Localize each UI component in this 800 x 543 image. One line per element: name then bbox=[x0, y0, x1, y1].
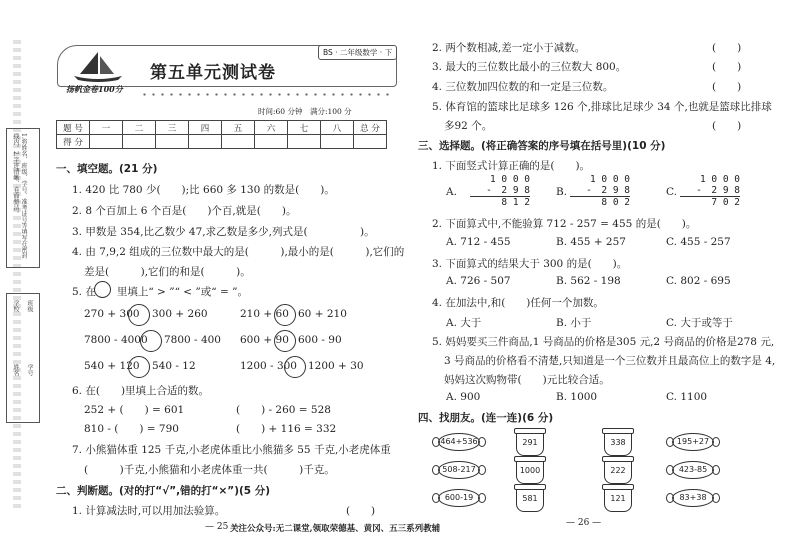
pot-number[interactable]: 121 bbox=[604, 486, 632, 512]
score-cell[interactable] bbox=[123, 135, 156, 149]
sidebar bbox=[6, 8, 40, 508]
crab-expression[interactable]: 83+38 bbox=[672, 489, 714, 507]
q1: 1. 420 比 780 少( );比 660 多 130 的数是( )。 bbox=[72, 184, 335, 196]
cmp-2a-right: 7800 - 400 bbox=[164, 334, 221, 346]
score-header-cell: 题 号 bbox=[57, 121, 90, 135]
judge-4: 4. 三位数加四位数的和一定是三位数。 bbox=[432, 81, 614, 93]
choice-4-option-b[interactable]: B. 小于 bbox=[556, 317, 592, 329]
choice-3-option-b[interactable]: B. 562 - 198 bbox=[556, 275, 621, 287]
choice-5-option-c[interactable]: C. 1100 bbox=[666, 391, 708, 403]
edition-tag: BS · 二年级数学 · 下 bbox=[318, 45, 397, 60]
choice-1: 1. 下面竖式计算正确的是( )。 bbox=[432, 160, 591, 172]
pot-number[interactable]: 222 bbox=[604, 458, 632, 484]
label-name: 姓名 bbox=[12, 364, 19, 376]
q4-line1: 4. 由 7,9,2 组成的三位数中最大的是( ),最小的是( ),它们的 bbox=[72, 246, 405, 258]
cmp-2b-right: 600 - 90 bbox=[298, 334, 342, 346]
score-header-cell: 四 bbox=[189, 121, 222, 135]
judge-5-line2: 多92 个。 bbox=[444, 120, 493, 132]
section-2-title: 二、判断题。(对的打“√”,错的打“×”)(5 分) bbox=[56, 485, 271, 497]
calc-a-top: 1 0 0 0 bbox=[489, 174, 530, 185]
score-header-row bbox=[57, 121, 387, 135]
option-a-label: A. bbox=[446, 186, 457, 198]
crab-expression[interactable]: 423-85 bbox=[672, 461, 714, 479]
calc-a-sub: - 2 9 8 bbox=[486, 185, 530, 196]
choice-2: 2. 下面算式中,不能验算 712 - 257 = 455 的是( )。 bbox=[432, 218, 697, 230]
q6-r1b: ( ) - 260 = 528 bbox=[236, 404, 331, 416]
option-b-label: B. bbox=[556, 186, 568, 198]
crab-expression[interactable]: 508-217 bbox=[438, 461, 480, 479]
choice-5-option-a[interactable]: A. 900 bbox=[446, 391, 481, 403]
time-score: 时间:60 分钟 满分:100 分 bbox=[258, 107, 352, 116]
vertical-calc-c bbox=[680, 174, 740, 208]
calc-c-top: 1 0 0 0 bbox=[699, 174, 740, 185]
choice-5-line1: 5. 妈妈要买三件商品,1 号商品的价格是305 元,2 号商品的价格是278 元, bbox=[432, 336, 775, 348]
judge-2-paren[interactable]: ( ) bbox=[712, 42, 742, 54]
score-table bbox=[56, 120, 387, 149]
cmp-2b-left: 600 + 90 bbox=[240, 334, 289, 346]
vertical-calc-b bbox=[570, 174, 630, 208]
calc-c-result: 7 0 2 bbox=[680, 196, 740, 208]
pot-number[interactable]: 1000 bbox=[516, 458, 544, 484]
score-header-cell: 总 分 bbox=[354, 121, 387, 135]
calc-b-sub: - 2 9 8 bbox=[586, 185, 630, 196]
cmp-2a-left: 7800 - 4000 bbox=[84, 334, 148, 346]
judge-5-paren[interactable]: ( ) bbox=[712, 120, 742, 132]
pot-number[interactable]: 338 bbox=[604, 430, 632, 456]
score-header-cell: 六 bbox=[255, 121, 288, 135]
choice-2-option-c[interactable]: C. 455 - 257 bbox=[666, 236, 731, 248]
q7-line2: ( )千克,小熊猫和小老虎体重一共( )千克。 bbox=[84, 464, 335, 476]
calc-b-result: 8 0 2 bbox=[570, 196, 630, 208]
choice-3-option-a[interactable]: A. 726 - 507 bbox=[446, 275, 511, 287]
sidebar-fields bbox=[6, 293, 40, 423]
score-header-cell: 三 bbox=[156, 121, 189, 135]
judge-3-paren[interactable]: ( ) bbox=[712, 61, 742, 73]
score-cell[interactable] bbox=[354, 135, 387, 149]
compare-circle[interactable] bbox=[284, 356, 306, 378]
pot-number[interactable]: 291 bbox=[516, 430, 544, 456]
page-number-left: — 25 — bbox=[205, 522, 241, 532]
vertical-calc-a bbox=[470, 174, 530, 208]
calc-c-sub: - 2 9 8 bbox=[696, 185, 740, 196]
choice-2-option-b[interactable]: B. 455 + 257 bbox=[556, 236, 626, 248]
score-header-cell: 二 bbox=[123, 121, 156, 135]
score-header-cell: 一 bbox=[90, 121, 123, 135]
choice-5-line2: 3 号商品的价格看不清楚,只知道是一个三位数并且最高位上的数字是 4, bbox=[444, 355, 776, 367]
q5: 5. 在 里填上“ > ”“ < ”或“ = ”。 bbox=[72, 286, 248, 298]
choice-2-option-a[interactable]: A. 712 - 455 bbox=[446, 236, 511, 248]
option-c-label: C. bbox=[666, 186, 677, 198]
q6: 6. 在( )里填上合适的数。 bbox=[72, 385, 210, 397]
cmp-3b-right: 1200 + 30 bbox=[308, 360, 364, 372]
page-number-right: — 26 — bbox=[566, 518, 602, 528]
compare-circle[interactable] bbox=[140, 330, 162, 352]
score-cell[interactable] bbox=[189, 135, 222, 149]
judge-4-paren[interactable]: ( ) bbox=[712, 81, 742, 93]
judge-1: 1. 计算减法时,可以用加法验算。 ( ) bbox=[72, 505, 376, 517]
cmp-1b-right: 60 + 210 bbox=[298, 308, 347, 320]
choice-5-line3: 妈妈这次购物带( )元比较合适。 bbox=[444, 374, 610, 386]
cmp-3b-left: 1200 - 300 bbox=[240, 360, 297, 372]
judge-2: 2. 两个数相减,差一定小于减数。 bbox=[432, 42, 586, 54]
label-number: 学号 bbox=[26, 364, 33, 376]
sidebar-notice-box bbox=[6, 128, 40, 268]
score-cell[interactable] bbox=[255, 135, 288, 149]
q6-r1a: 252 + ( ) = 601 bbox=[84, 404, 185, 416]
section-3-title: 三、选择题。(将正确答案的序号填在括号里)(10 分) bbox=[418, 140, 666, 152]
cmp-1a-right: 300 + 260 bbox=[152, 308, 208, 320]
score-cell[interactable] bbox=[90, 135, 123, 149]
sidebar-notice: 1.将姓名、班级、学号、准考证号等填写在密封线内。2.字迹清晰、卷面整洁。 bbox=[12, 133, 27, 259]
choice-4-option-a[interactable]: A. 大于 bbox=[446, 317, 482, 329]
crab-expression[interactable]: 195+27 bbox=[672, 433, 714, 451]
score-header-cell: 八 bbox=[321, 121, 354, 135]
score-cell[interactable] bbox=[288, 135, 321, 149]
dotted-divider bbox=[140, 93, 390, 96]
compare-circle[interactable] bbox=[128, 304, 150, 326]
cmp-3a-right: 540 - 12 bbox=[152, 360, 196, 372]
label-school: 学校 bbox=[12, 300, 19, 312]
pot-number[interactable]: 581 bbox=[516, 486, 544, 512]
score-cell[interactable] bbox=[156, 135, 189, 149]
section-4-title: 四、找朋友。(连一连)(6 分) bbox=[418, 412, 554, 424]
score-header-cell: 五 bbox=[222, 121, 255, 135]
score-row-label: 得 分 bbox=[57, 135, 90, 149]
section-1-title: 一、填空题。(21 分) bbox=[56, 163, 158, 175]
score-row bbox=[57, 135, 387, 149]
choice-4: 4. 在加法中,和( )任何一个加数。 bbox=[432, 297, 604, 309]
score-cell[interactable] bbox=[222, 135, 255, 149]
q2: 2. 8 个百加上 6 个百是( )个百,就是( )。 bbox=[72, 205, 297, 217]
footer-note: 关注公众号:无二课堂,领取荣德基、黄冈、五三系列教辅 bbox=[230, 524, 441, 534]
page-title: 第五单元测试卷 bbox=[150, 63, 276, 83]
q6-r2b: ( ) + 116 = 332 bbox=[236, 423, 337, 435]
cmp-1b-left: 210 + 60 bbox=[240, 308, 289, 320]
judge-3: 3. 最大的三位数比最小的三位数大 800。 bbox=[432, 61, 627, 73]
score-header-cell: 七 bbox=[288, 121, 321, 135]
crab-expression[interactable]: 600-19 bbox=[438, 489, 480, 507]
sailboat-logo-icon bbox=[68, 50, 128, 84]
q3: 3. 甲数是 354,比乙数少 47,求乙数是多少,列式是( )。 bbox=[72, 226, 375, 238]
judge-5-line1: 5. 体育馆的篮球比足球多 126 个,排球比足球少 34 个,也就是篮球比排球 bbox=[432, 101, 772, 113]
compare-circle[interactable] bbox=[274, 304, 296, 326]
choice-5-option-b[interactable]: B. 1000 bbox=[556, 391, 598, 403]
cmp-3a-left: 540 + 120 bbox=[84, 360, 140, 372]
compare-circle-example bbox=[94, 281, 111, 298]
choice-3: 3. 下面算式的结果大于 300 的是( )。 bbox=[432, 258, 628, 270]
q4-line2: 差是( ),它们的和是( )。 bbox=[84, 266, 251, 278]
q6-r2a: 810 - ( ) = 790 bbox=[84, 423, 179, 435]
choice-4-option-c[interactable]: C. 大于或等于 bbox=[666, 317, 733, 329]
calc-a-result: 8 1 2 bbox=[470, 196, 530, 208]
cmp-1a-left: 270 + 300 bbox=[84, 308, 140, 320]
score-cell[interactable] bbox=[321, 135, 354, 149]
compare-circle[interactable] bbox=[128, 356, 150, 378]
label-class: 班级 bbox=[26, 300, 33, 312]
q7-line1: 7. 小熊猫体重 125 千克,小老虎体重比小熊猫多 55 千克,小老虎体重 bbox=[72, 444, 391, 456]
compare-circle[interactable] bbox=[274, 330, 296, 352]
logo-text: 扬帆金卷100分 bbox=[66, 84, 123, 94]
calc-b-top: 1 0 0 0 bbox=[589, 174, 630, 185]
crab-expression[interactable]: 464+536 bbox=[438, 433, 480, 451]
choice-3-option-c[interactable]: C. 802 - 695 bbox=[666, 275, 731, 287]
